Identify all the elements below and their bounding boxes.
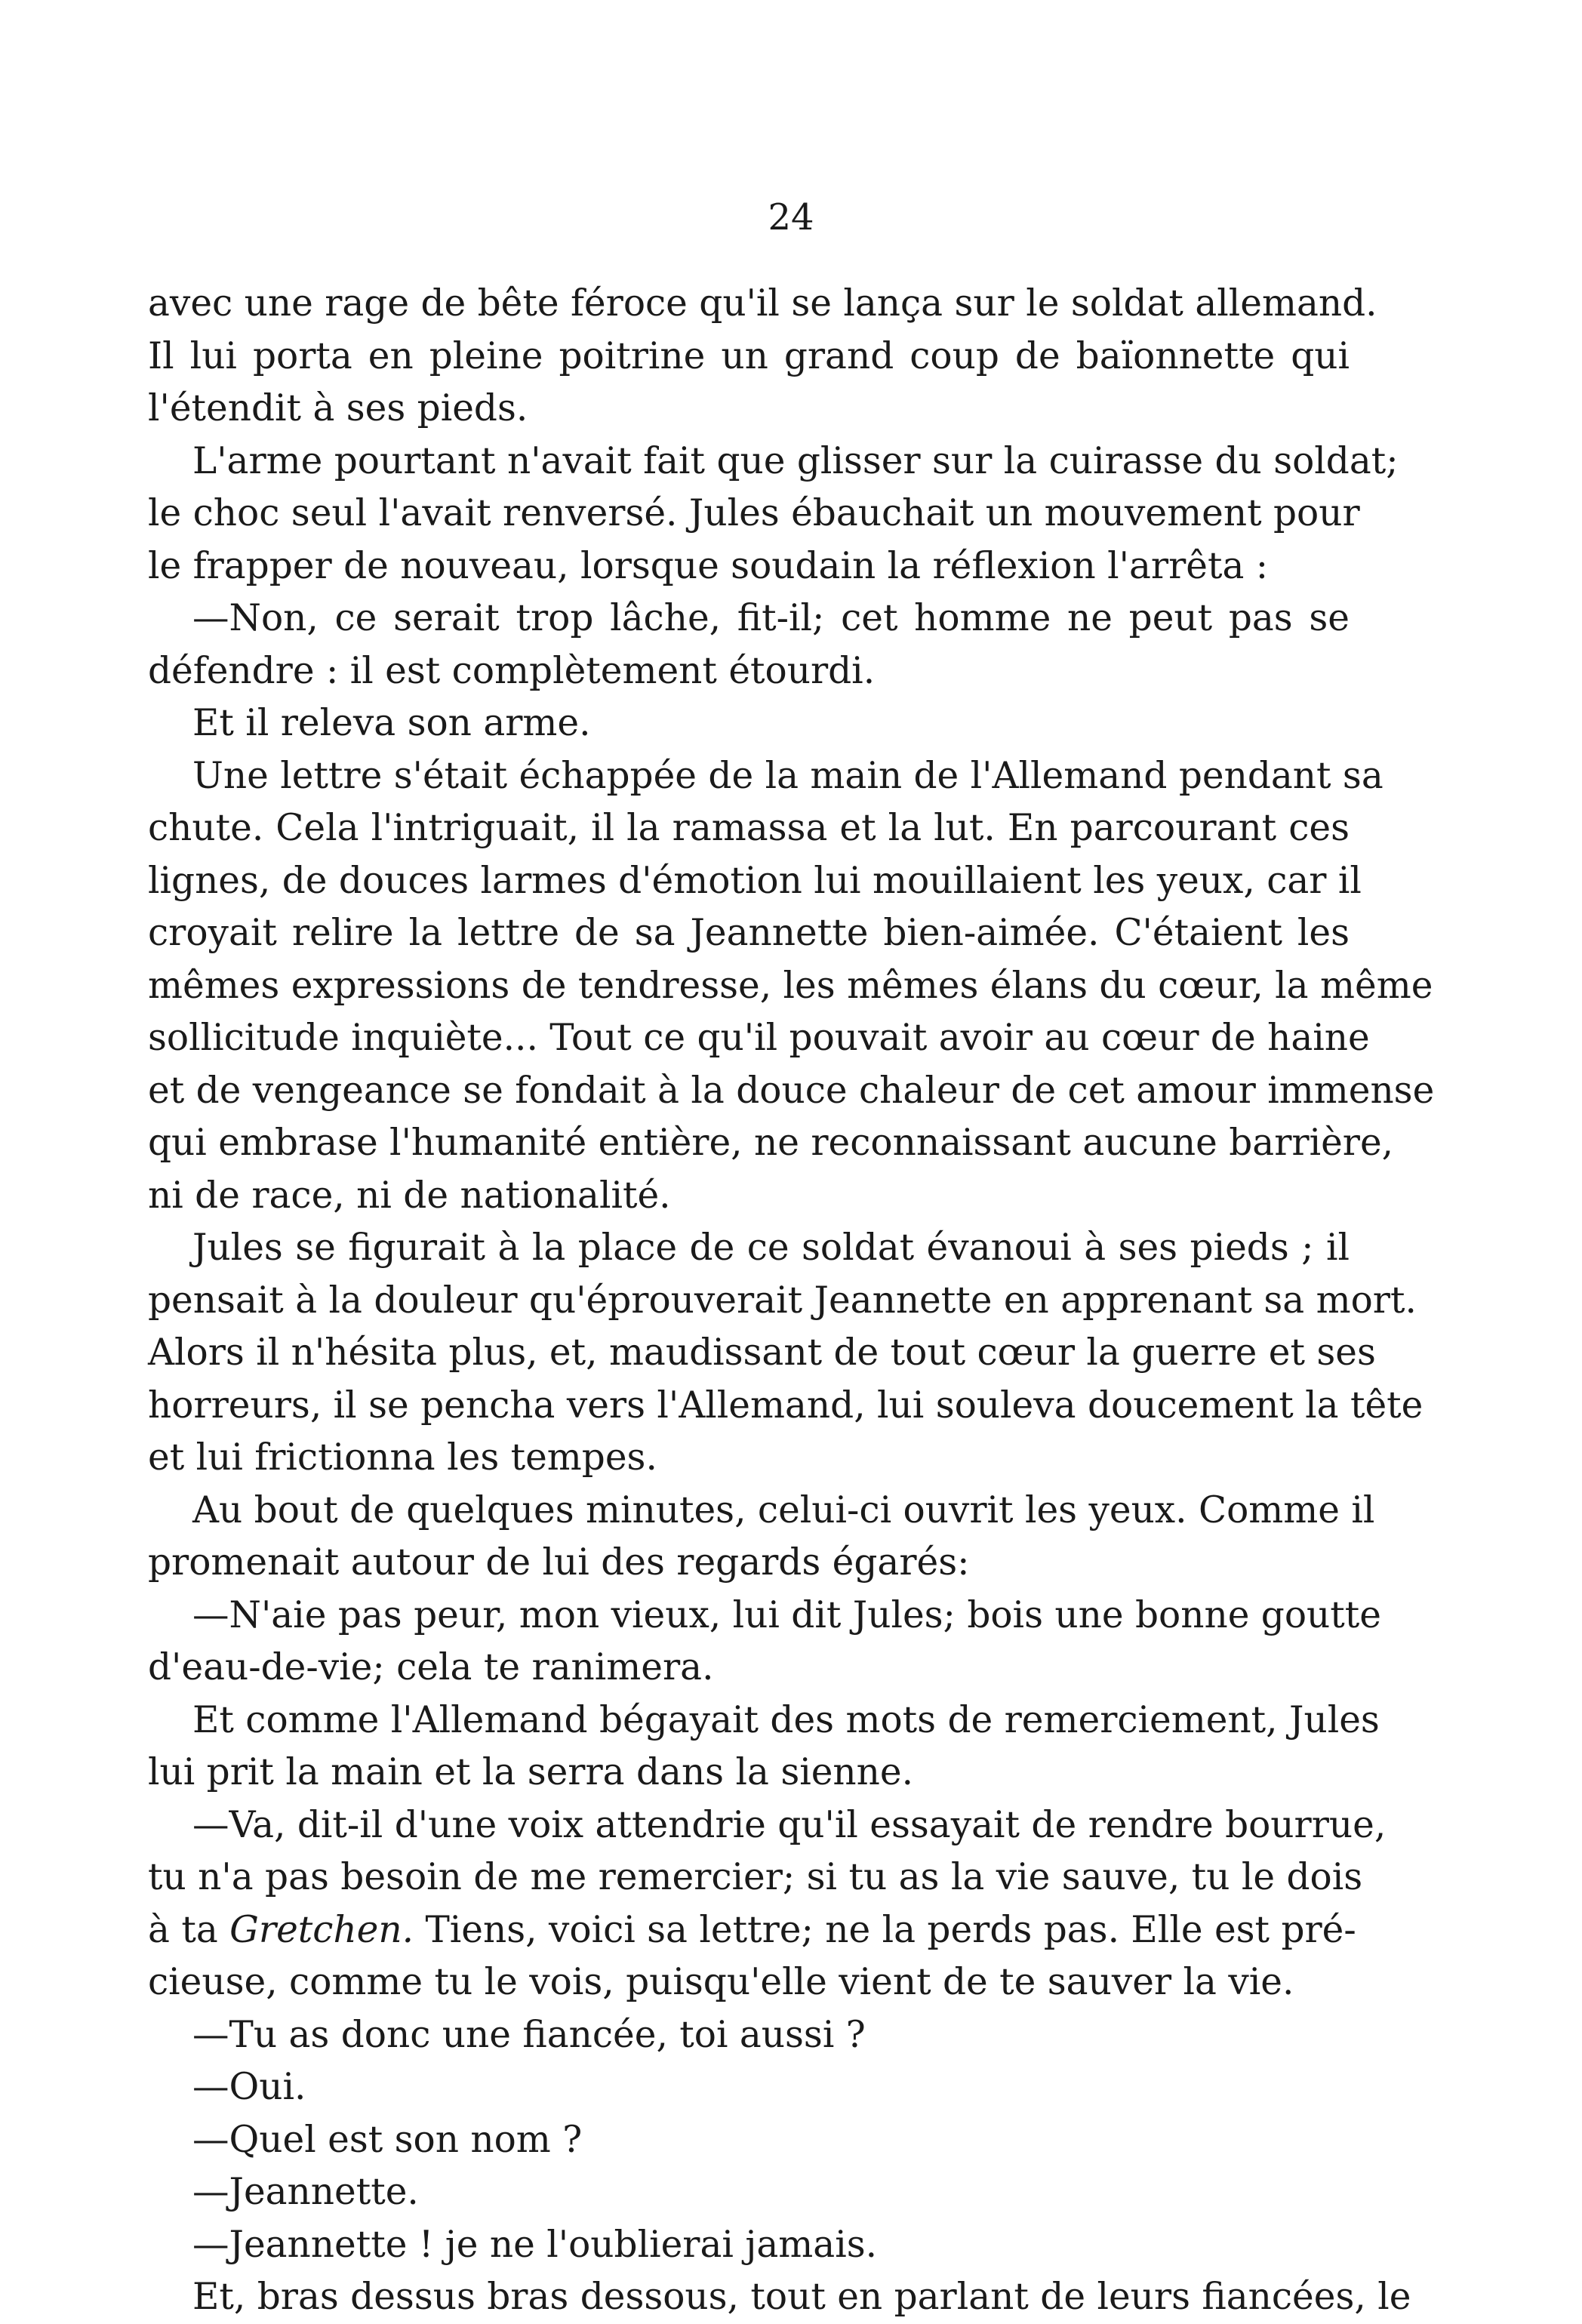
text-line: —Non, ce serait trop lâche, fit-il; cet homme ne peut pas se	[192, 597, 1350, 639]
text-line: Alors il n'hésita plus, et, maudissant de tout cœur la guerre et ses	[148, 1331, 1376, 1374]
text-line: —Tu as donc une fiancée, toi aussi ?	[192, 2013, 866, 2056]
text-line: Au bout de quelques minutes, celui-ci ouvrit les yeux. Comme il	[192, 1488, 1375, 1531]
text-line: Il lui porta en pleine poitrine un grand coup de baïonnette qui	[148, 334, 1350, 377]
text-line: —Jeannette.	[192, 2171, 419, 2213]
text-line: L'arme pourtant n'avait fait que glisser sur la cuirasse du soldat;	[192, 439, 1399, 482]
text-line: Et, bras dessus bras dessous, tout en parlant de leurs fiancées, le	[192, 2276, 1411, 2318]
text-line: pensait à la douleur qu'éprouverait Jeannette en apprenant sa mort.	[148, 1279, 1417, 1322]
text-line: qui embrase l'humanité entière, ne reconnaissant aucune barrière,	[148, 1122, 1394, 1164]
page-number: 24	[768, 196, 814, 239]
text-line: et lui frictionna les tempes.	[148, 1436, 657, 1479]
text-line: Et comme l'Allemand bégayait des mots de remerciement, Jules	[192, 1698, 1380, 1741]
text-line: sollicitude inquiète... Tout ce qu'il pouvait avoir au cœur de haine	[148, 1017, 1370, 1059]
text-line: Et il releva son arme.	[192, 702, 591, 744]
text-line: d'eau-de-vie; cela te ranimera.	[148, 1646, 714, 1688]
text-line: Jules se figurait à la place de ce soldat évanoui à ses pieds ; il	[192, 1227, 1350, 1269]
text-line: cieuse, comme tu le vois, puisqu'elle vient de te sauver la vie.	[148, 1961, 1294, 2003]
text-segment: Tiens, voici sa lettre; ne la perds pas. Elle est pré-	[414, 1908, 1356, 1951]
text-line: —Oui.	[192, 2066, 306, 2108]
text-line: —Jeannette ! je ne l'oublierai jamais.	[192, 2223, 878, 2266]
text-line: mêmes expressions de tendresse, les mêmes élans du cœur, la même	[148, 964, 1433, 1007]
text-line: défendre : il est complètement étourdi.	[148, 649, 876, 692]
text-line: lignes, de douces larmes d'émotion lui mouillaient les yeux, car il	[148, 859, 1362, 902]
text-line: chute. Cela l'intriguait, il la ramassa et la lut. En parcourant ces	[148, 807, 1350, 849]
text-line: avec une rage de bête féroce qu'il se lança sur le soldat allemand.	[148, 282, 1377, 325]
text-line: lui prit la main et la serra dans la sienne.	[148, 1751, 914, 1793]
text-segment: à ta	[148, 1908, 230, 1951]
text-line: croyait relire la lettre de sa Jeannette bien-aimée. C'étaient les	[148, 912, 1350, 954]
text-line: le choc seul l'avait renversé. Jules ébauchait un mouvement pour	[148, 492, 1360, 534]
text-line: —Va, dit-il d'une voix attendrie qu'il essayait de rendre bourrue,	[192, 1803, 1387, 1846]
text-line: ni de race, ni de nationalité.	[148, 1174, 671, 1217]
text-line: tu n'a pas besoin de me remercier; si tu as la vie sauve, tu le dois	[148, 1856, 1363, 1898]
text-line: l'étendit à ses pieds.	[148, 387, 528, 429]
text-line: Une lettre s'était échappée de la main de l'Allemand pendant sa	[192, 754, 1383, 797]
text-line: —Quel est son nom ?	[192, 2118, 583, 2161]
text-line: le frapper de nouveau, lorsque soudain la réflexion l'arrêta :	[148, 544, 1269, 587]
text-line: promenait autour de lui des regards égarés:	[148, 1541, 970, 1584]
page-text	[148, 278, 1435, 2324]
text-line: horreurs, il se pencha vers l'Allemand, lui souleva doucement la tête	[148, 1384, 1423, 1427]
italic-name: Gretchen.	[229, 1908, 414, 1951]
text-line	[148, 1904, 1356, 1957]
text-line: —N'aie pas peur, mon vieux, lui dit Jules; bois une bonne goutte	[192, 1593, 1381, 1636]
text-line: et de vengeance se fondait à la douce chaleur de cet amour immense	[148, 1069, 1435, 1112]
